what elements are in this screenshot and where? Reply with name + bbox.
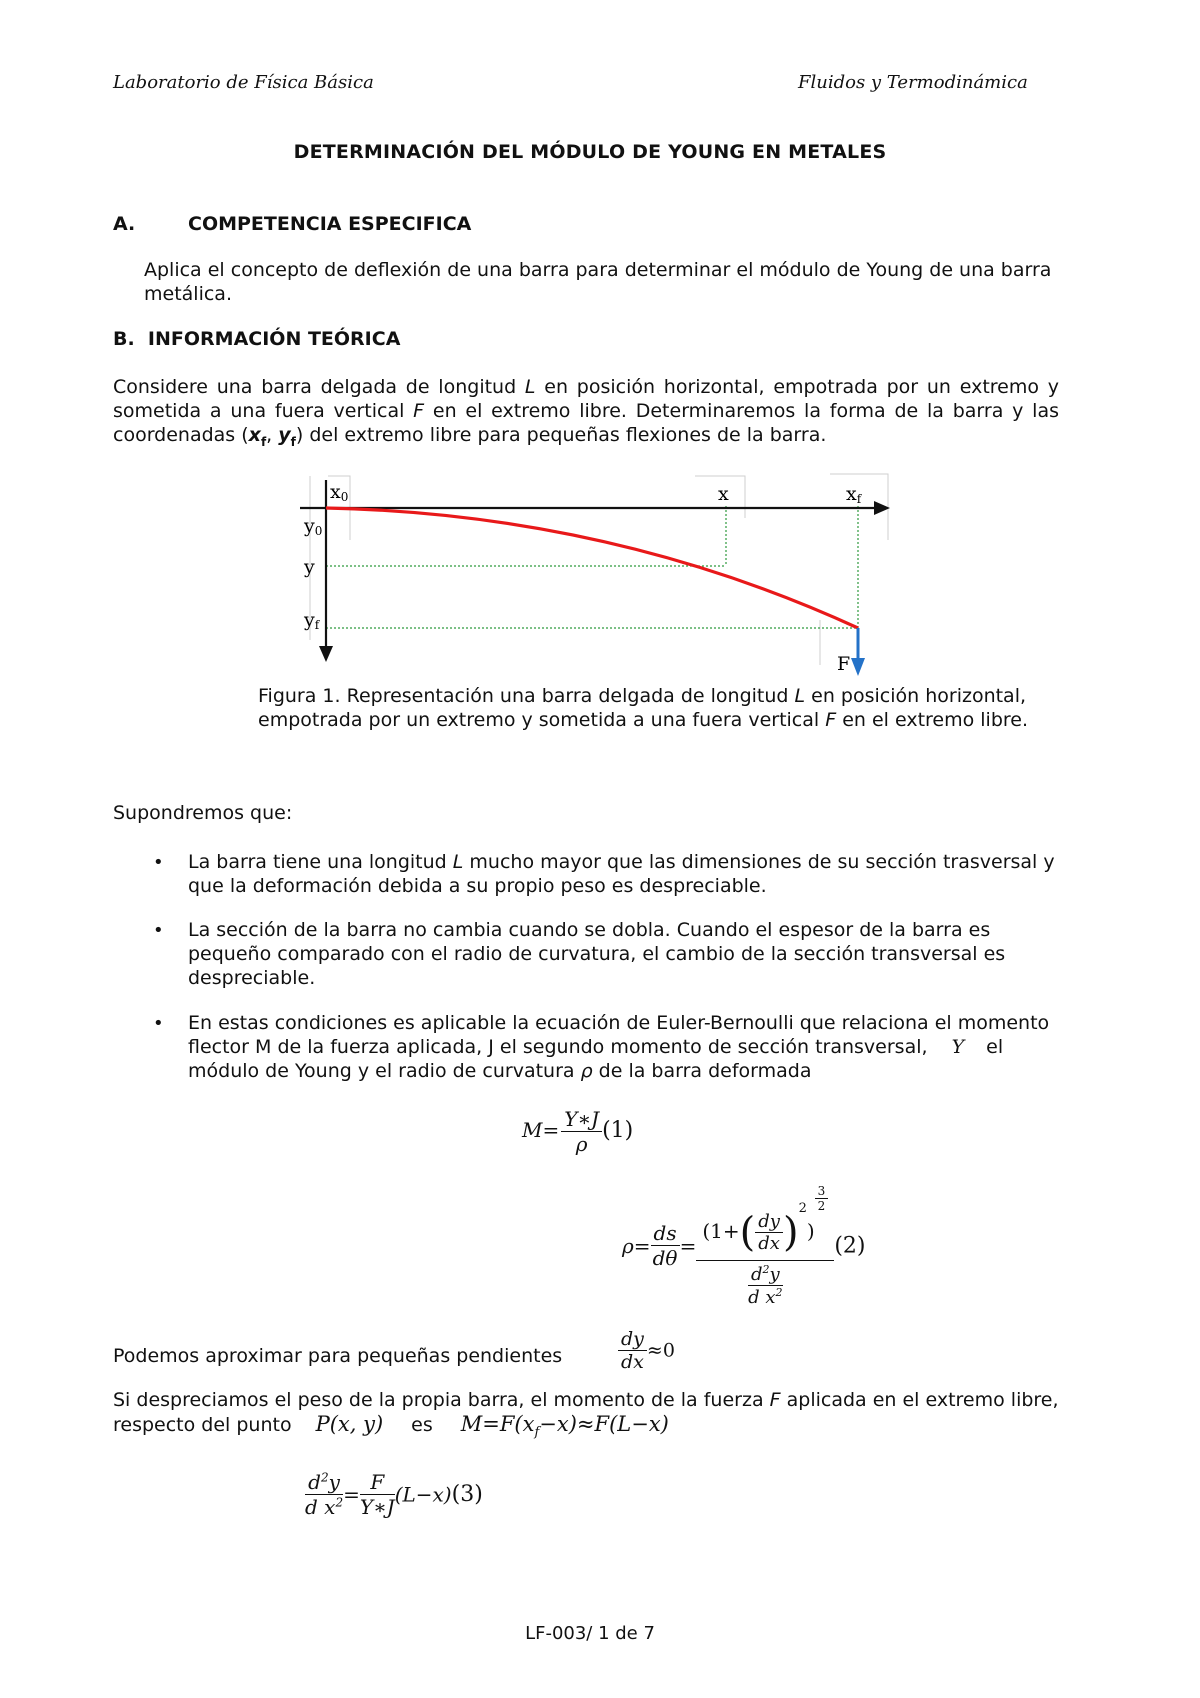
small-slope-text: Podemos aproximar para pequeñas pendientes [113, 1345, 563, 1367]
assumptions-intro: Supondremos que: [113, 802, 293, 824]
moment-text: Si despreciamos el peso de la propia barra, el momento de la fuerza F aplicada en el extremo libre, respecto del punto P(x, y) es $M=F(x_f-x)\approx F(L-x)$ [113, 1389, 1059, 1441]
section-b-heading: B. INFORMACIÓN TEÓRICA [113, 328, 401, 350]
small-slope-expression: $\frac{dy}{dx}$ ≈0 [618, 1328, 675, 1373]
label-force: F [837, 653, 851, 675]
page-title: DETERMINACIÓN DEL MÓDULO DE YOUNG EN METALES [293, 141, 887, 163]
label-y: y [304, 556, 315, 578]
assumption-3: En estas condiciones es aplicable la ecuación de Euler-Bernoulli que relaciona el momento flector M de la fuerza aplicada, J el segundo momento de sección transversal, Y el módulo de Young y el radio de curvatura ρ de la barra deformada [188, 1012, 1050, 1082]
section-b-intro: Considere una barra delgada de longitud L en posición horizontal, empotrada por un extremo y sometida a una fuera vertical F en el extremo libre. Determinaremos la forma de la barra y las coordenadas ($x_f$, $y_f$) del extremo libre para pequeñas flexiones de la barra. [113, 376, 1059, 449]
header-left: Laboratorio de Física Básica [113, 72, 374, 93]
page-footer: LF-003/ 1 de 7 [525, 1623, 655, 1644]
bullet-1-icon: • [153, 852, 164, 873]
y-axis-arrowhead [319, 646, 333, 662]
bullet-3-icon: • [153, 1013, 164, 1034]
label-x0: x0 [330, 481, 349, 504]
section-a-text: Aplica el concepto de deflexión de una barra para determinar el módulo de Young de una barra metálica. [144, 259, 1052, 305]
equation-1: M= $\frac{Y∗J}{\rho}$ (1) [522, 1107, 634, 1156]
label-y0: y0 [304, 515, 323, 538]
label-xf: xf [846, 483, 862, 506]
force-arrowhead [851, 658, 865, 676]
bullet-2-icon: • [153, 920, 164, 941]
section-a-heading: COMPETENCIA ESPECIFICA [188, 213, 472, 235]
equation-3: $\frac{d^2y}{d x^2}$ = $\frac{F}{Y∗J}$ (L−x)(3) [305, 1470, 483, 1519]
figure-beam-deflection [290, 470, 890, 680]
assumption-1: La barra tiene una longitud L mucho mayor que las dimensiones de su sección trasversal y que la deformación debida a su propio peso es despreciable. [188, 851, 1055, 897]
figure-caption: Figura 1. Representación una barra delgada de longitud L en posición horizontal, empotrada por un extremo y sometida a una fuera vertical F en el extremo libre. [258, 685, 1029, 731]
equation-2: ρ= $\frac{ds}{d\theta}$ = (1+( $\frac{dy}{dx}$ )$^2$) $^{\frac{3}{2}}$ $\frac{d^2y}{d x^2}$ (2) [622, 1184, 866, 1308]
assumption-2: La sección de la barra no cambia cuando se dobla. Cuando el espesor de la barra es pequeño comparado con el radio de curvatura, el cambio de la sección transversal es despreciable. [188, 919, 1006, 989]
section-a-letter: A. [113, 213, 136, 235]
header-right: Fluidos y Termodinámica [798, 72, 1028, 93]
label-yf: yf [304, 609, 320, 632]
label-x: x [718, 483, 729, 505]
deflected-beam [326, 508, 858, 628]
